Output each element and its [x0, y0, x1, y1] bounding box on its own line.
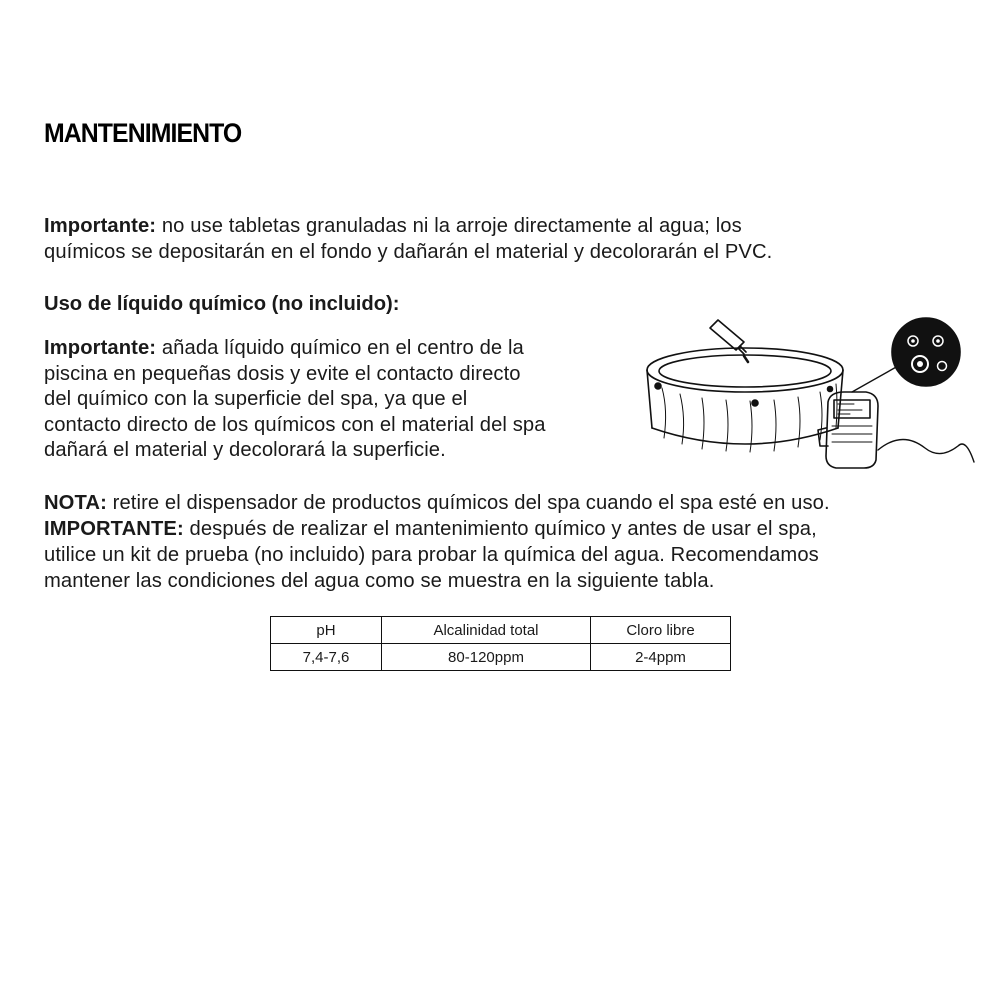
value-ph: 7,4-7,6	[271, 644, 382, 671]
important2-line-1	[44, 336, 546, 362]
important-paragraph-1	[44, 213, 772, 265]
spa-chemical-dosing-illustration	[640, 310, 975, 475]
important2-line-5: dañará el material y decolorará la superficie.	[44, 439, 446, 461]
nota-label: NOTA:	[44, 492, 107, 514]
value-free-chlorine: 2-4ppm	[591, 644, 731, 671]
importante-line-3: mantener las condiciones del agua como se muestra en la siguiente tabla.	[44, 570, 715, 592]
table-header-row	[271, 617, 731, 644]
important-text: no use tabletas granuladas ni la arroje directamente al agua; los	[156, 215, 742, 237]
page-title: MANTENIMIENTO	[44, 118, 242, 148]
header-alkalinity: Alcalinidad total	[382, 617, 591, 644]
important-label: Importante:	[44, 215, 157, 237]
notes-paragraph	[44, 490, 830, 594]
important2-line-2: piscina en pequeñas dosis y evite el contacto directo	[44, 362, 521, 385]
important2-line-4: contacto directo de los químicos con el material del spa	[44, 413, 546, 436]
important-line-1	[44, 213, 772, 239]
nota-text: retire el dispensador de productos químicos del spa cuando el spa esté en uso.	[106, 492, 830, 514]
value-alkalinity: 80-120ppm	[382, 644, 591, 671]
important2-label: Importante:	[44, 337, 157, 359]
water-conditions-table	[270, 616, 731, 671]
section-heading: Uso de líquido químico (no incluido):	[44, 293, 400, 315]
important2-line-3: del químico con la superficie del spa, ya que el	[44, 388, 468, 410]
important2-text: añada líquido químico en el centro de la	[156, 337, 524, 359]
control-panel-zoom-icon	[892, 318, 960, 386]
importante-text: después de realizar el mantenimiento químico y antes de usar el spa,	[183, 518, 817, 540]
importante-line-1	[44, 516, 830, 542]
spa-tub-icon	[647, 348, 843, 452]
important-paragraph-2	[44, 336, 546, 464]
table-row	[271, 644, 731, 671]
header-free-chlorine: Cloro libre	[591, 617, 731, 644]
importante-line-2: utilice un kit de prueba (no incluido) para probar la química del agua. Recomendamos	[44, 544, 819, 566]
important-line-2: químicos se depositarán en el fondo y dañarán el material y decolorarán el PVC.	[44, 241, 773, 263]
nota-line	[44, 490, 830, 516]
importante-label: IMPORTANTE:	[44, 518, 184, 540]
header-ph: pH	[271, 617, 382, 644]
